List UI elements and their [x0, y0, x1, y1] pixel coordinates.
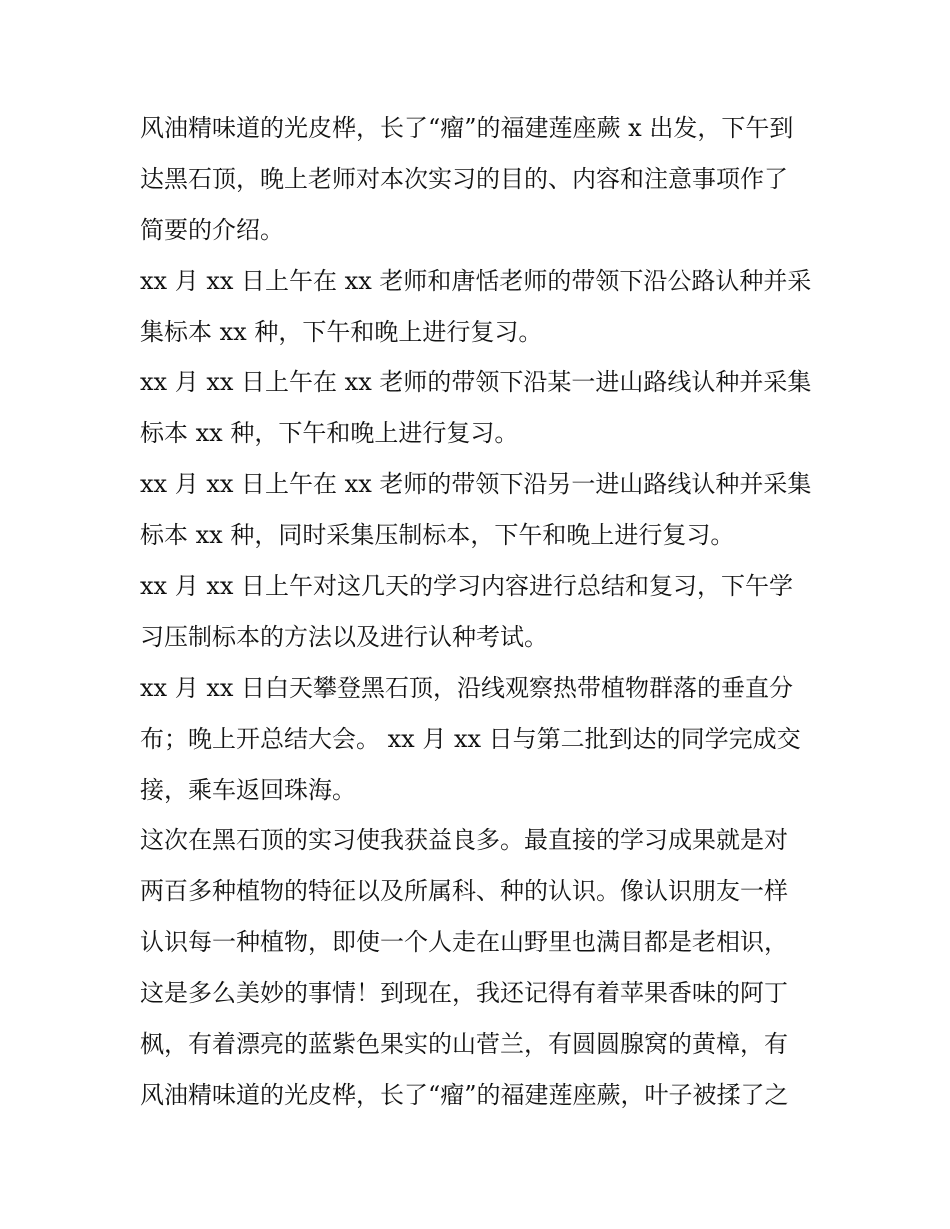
text-line: 风油精味道的光皮桦，长了“瘤”的福建莲座蕨 x 出发，下午到 [140, 114, 794, 142]
text-line: xx 月 xx 日上午对这几天的学习内容进行总结和复习，下午学 [140, 572, 794, 601]
text-line: 习压制标本的方法以及进行认种考试。 [140, 622, 548, 651]
text-line: xx 月 xx 日白天攀登黑石顶，沿线观察热带植物群落的垂直分 [140, 673, 794, 702]
text-line: 这次在黑石顶的实习使我获益良多。最直接的学习成果就是对 [140, 826, 788, 855]
text-line: 两百多种植物的特征以及所属科、种的认识。像认识朋友一样 [140, 877, 788, 906]
document-body [140, 103, 830, 1121]
text-line: 标本 xx 种，下午和晚上进行复习。 [140, 419, 519, 448]
text-line: 这是多么美妙的事情！到现在，我还记得有着苹果香味的阿丁 [140, 979, 788, 1008]
text-line: 布；晚上开总结大会。 xx 月 xx 日与第二批到达的同学完成交 [140, 724, 801, 753]
text-line: 简要的介绍。 [140, 215, 284, 244]
text-line: 风油精味道的光皮桦，长了“瘤”的福建莲座蕨，叶子被揉了之 [140, 1080, 789, 1109]
text-line: 认识每一种植物，即使一个人走在山野里也满目都是老相识， [140, 928, 788, 957]
text-line: 集标本 xx 种，下午和晚上进行复习。 [140, 317, 543, 346]
text-line: 接，乘车返回珠海。 [140, 775, 356, 804]
text-line: xx 月 xx 日上午在 xx 老师的带领下沿某一进山路线认种并采集 [140, 368, 812, 397]
text-line: 枫，有着漂亮的蓝紫色果实的山菅兰，有圆圆腺窝的黄樟，有 [140, 1030, 788, 1059]
text-line: xx 月 xx 日上午在 xx 老师的带领下沿另一进山路线认种并采集 [140, 470, 812, 499]
text-line: 达黑石顶，晚上老师对本次实习的目的、内容和注意事项作了 [140, 164, 788, 193]
text-line: 标本 xx 种，同时采集压制标本，下午和晚上进行复习。 [140, 521, 735, 550]
text-line: xx 月 xx 日上午在 xx 老师和唐恬老师的带领下沿公路认种并采 [140, 266, 812, 295]
